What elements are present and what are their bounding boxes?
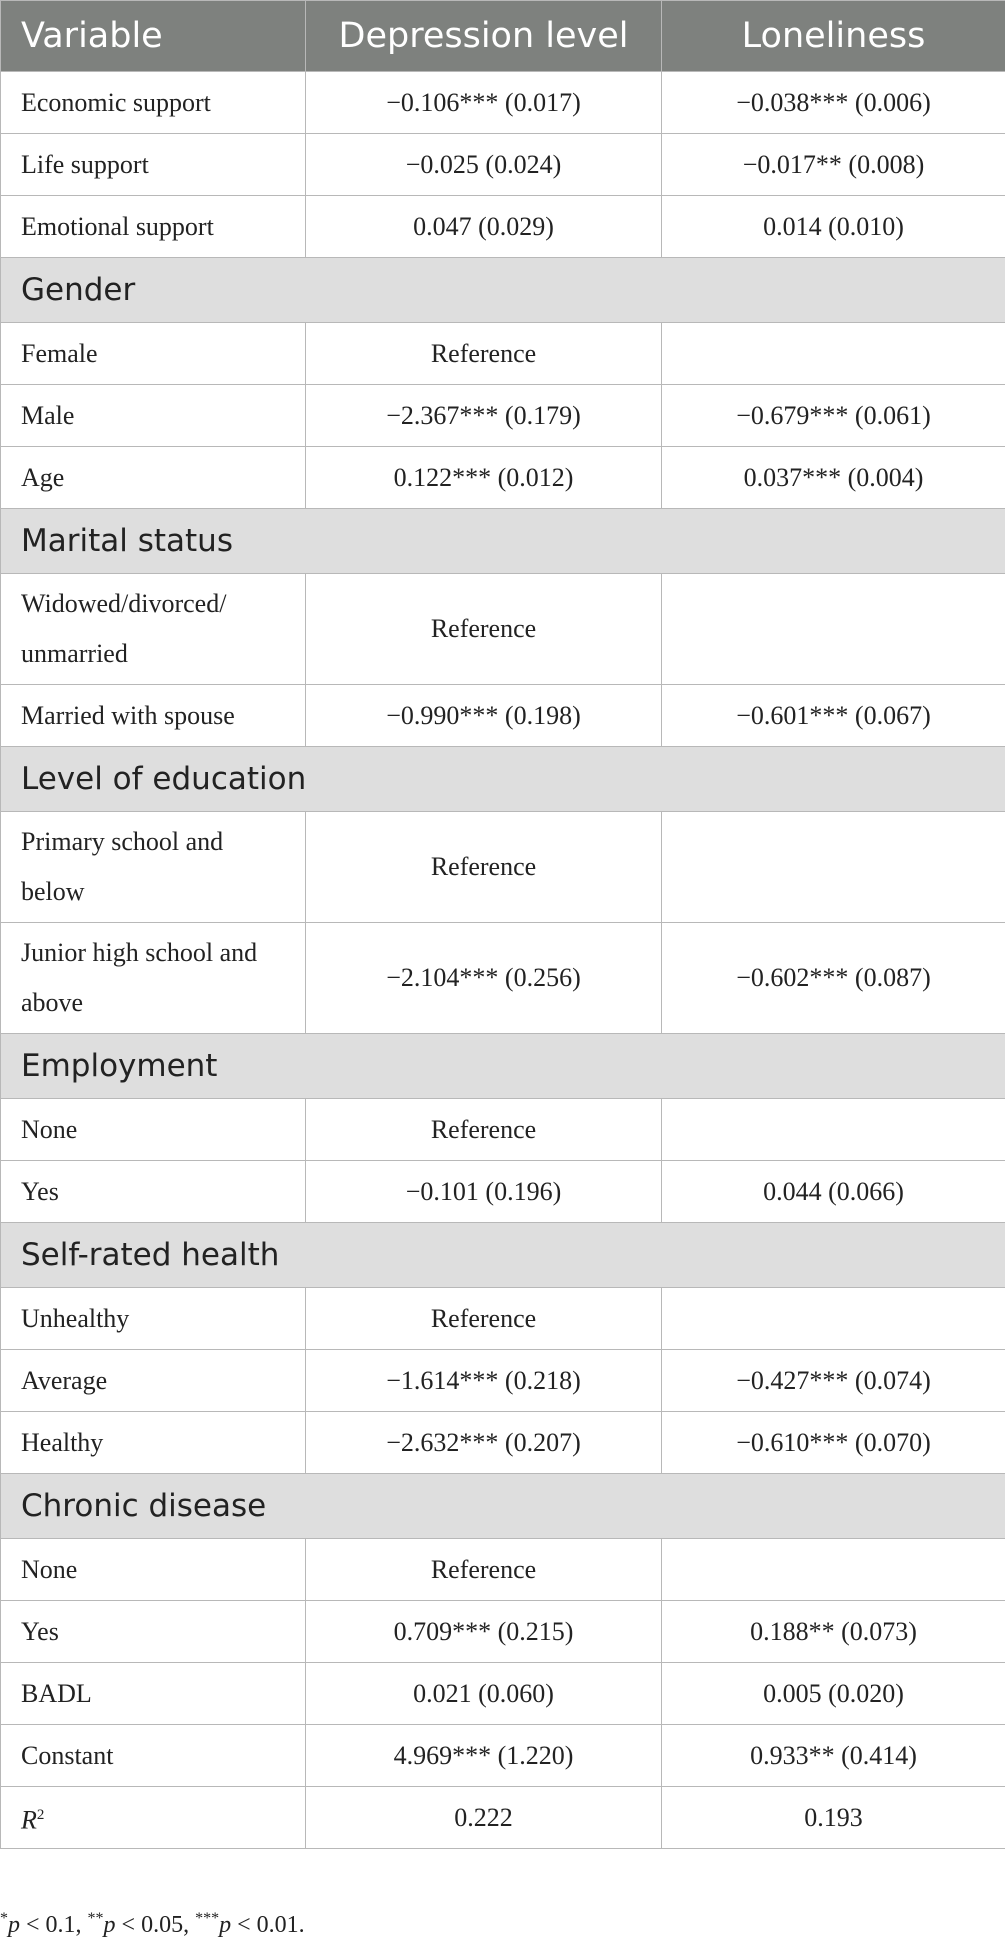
row-label: Unhealthy [1,1288,306,1350]
table-row [1,1099,1005,1161]
cell-depression-level: −0.025 (0.024) [306,134,662,196]
table-row [1,447,1005,509]
section-label: Marital status [1,509,1005,574]
cell-depression-level: Reference [306,574,662,685]
row-label: Junior high school and above [1,923,306,1034]
cell-loneliness: −0.017** (0.008) [662,134,1005,196]
row-label: Widowed/divorced/ unmarried [1,574,306,685]
cell-depression-level: −2.632*** (0.207) [306,1412,662,1474]
cell-depression-level: 0.222 [306,1787,662,1849]
section-label: Chronic disease [1,1474,1005,1539]
table-row [1,385,1005,447]
section-row [1,747,1005,812]
section-label: Employment [1,1034,1005,1099]
row-label: Constant [1,1725,306,1787]
table-row [1,1288,1005,1350]
table-row [1,1539,1005,1601]
row-label: Economic support [1,72,306,134]
cell-loneliness: 0.188** (0.073) [662,1601,1005,1663]
table-row [1,1725,1005,1787]
cell-depression-level: 0.021 (0.060) [306,1663,662,1725]
section-row [1,1223,1005,1288]
row-label: Emotional support [1,196,306,258]
row-label: Healthy [1,1412,306,1474]
table-row [1,134,1005,196]
cell-loneliness [662,1288,1005,1350]
row-label: Primary school and below [1,812,306,923]
row-label: Life support [1,134,306,196]
section-row [1,1034,1005,1099]
cell-loneliness [662,323,1005,385]
r-squared-row [1,1787,1005,1849]
cell-depression-level: −1.614*** (0.218) [306,1350,662,1412]
section-label: Gender [1,258,1005,323]
cell-loneliness: −0.601*** (0.067) [662,685,1005,747]
row-label: Married with spouse [1,685,306,747]
row-label: BADL [1,1663,306,1725]
cell-depression-level: Reference [306,812,662,923]
cell-loneliness: 0.193 [662,1787,1005,1849]
cell-depression-level: −0.101 (0.196) [306,1161,662,1223]
cell-loneliness [662,1539,1005,1601]
cell-loneliness: 0.044 (0.066) [662,1161,1005,1223]
table-row [1,685,1005,747]
section-label: Level of education [1,747,1005,812]
cell-depression-level: 0.122*** (0.012) [306,447,662,509]
cell-loneliness: 0.037*** (0.004) [662,447,1005,509]
table-header-row [1,1,1005,72]
table-body [1,72,1005,1849]
cell-loneliness: 0.005 (0.020) [662,1663,1005,1725]
cell-depression-level: 0.047 (0.029) [306,196,662,258]
cell-loneliness: −0.602*** (0.087) [662,923,1005,1034]
table-row [1,1350,1005,1412]
cell-loneliness [662,1099,1005,1161]
row-label: None [1,1099,306,1161]
cell-depression-level: Reference [306,323,662,385]
table-row [1,1161,1005,1223]
cell-loneliness: −0.679*** (0.061) [662,385,1005,447]
section-row [1,1474,1005,1539]
cell-depression-level: Reference [306,1288,662,1350]
cell-depression-level: −2.367*** (0.179) [306,385,662,447]
header-variable: Variable [1,1,306,72]
cell-depression-level: 4.969*** (1.220) [306,1725,662,1787]
cell-depression-level: −2.104*** (0.256) [306,923,662,1034]
cell-depression-level: 0.709*** (0.215) [306,1601,662,1663]
table-row [1,574,1005,685]
table-row [1,1601,1005,1663]
cell-loneliness: −0.427*** (0.074) [662,1350,1005,1412]
table-row [1,812,1005,923]
section-row [1,509,1005,574]
table-row [1,196,1005,258]
cell-loneliness: −0.610*** (0.070) [662,1412,1005,1474]
section-row [1,258,1005,323]
row-label: Average [1,1350,306,1412]
row-label: None [1,1539,306,1601]
cell-loneliness: −0.038*** (0.006) [662,72,1005,134]
table-row [1,1412,1005,1474]
cell-depression-level: Reference [306,1099,662,1161]
table-row [1,923,1005,1034]
table-row [1,72,1005,134]
row-label: Female [1,323,306,385]
header-depression-level: Depression level [306,1,662,72]
cell-loneliness: 0.933** (0.414) [662,1725,1005,1787]
cell-loneliness: 0.014 (0.010) [662,196,1005,258]
cell-loneliness [662,574,1005,685]
section-label: Self-rated health [1,1223,1005,1288]
row-label: Male [1,385,306,447]
cell-loneliness [662,812,1005,923]
cell-depression-level: −0.106*** (0.017) [306,72,662,134]
header-loneliness: Loneliness [662,1,1005,72]
table-row [1,323,1005,385]
row-label: Yes [1,1161,306,1223]
row-label: $R^2$ [1,1787,306,1849]
cell-depression-level: Reference [306,1539,662,1601]
significance-footnote: *p < 0.1, **p < 0.05, ***p < 0.01. [0,1910,305,1938]
table-row [1,1663,1005,1725]
cell-depression-level: −0.990*** (0.198) [306,685,662,747]
row-label: Age [1,447,306,509]
row-label: Yes [1,1601,306,1663]
